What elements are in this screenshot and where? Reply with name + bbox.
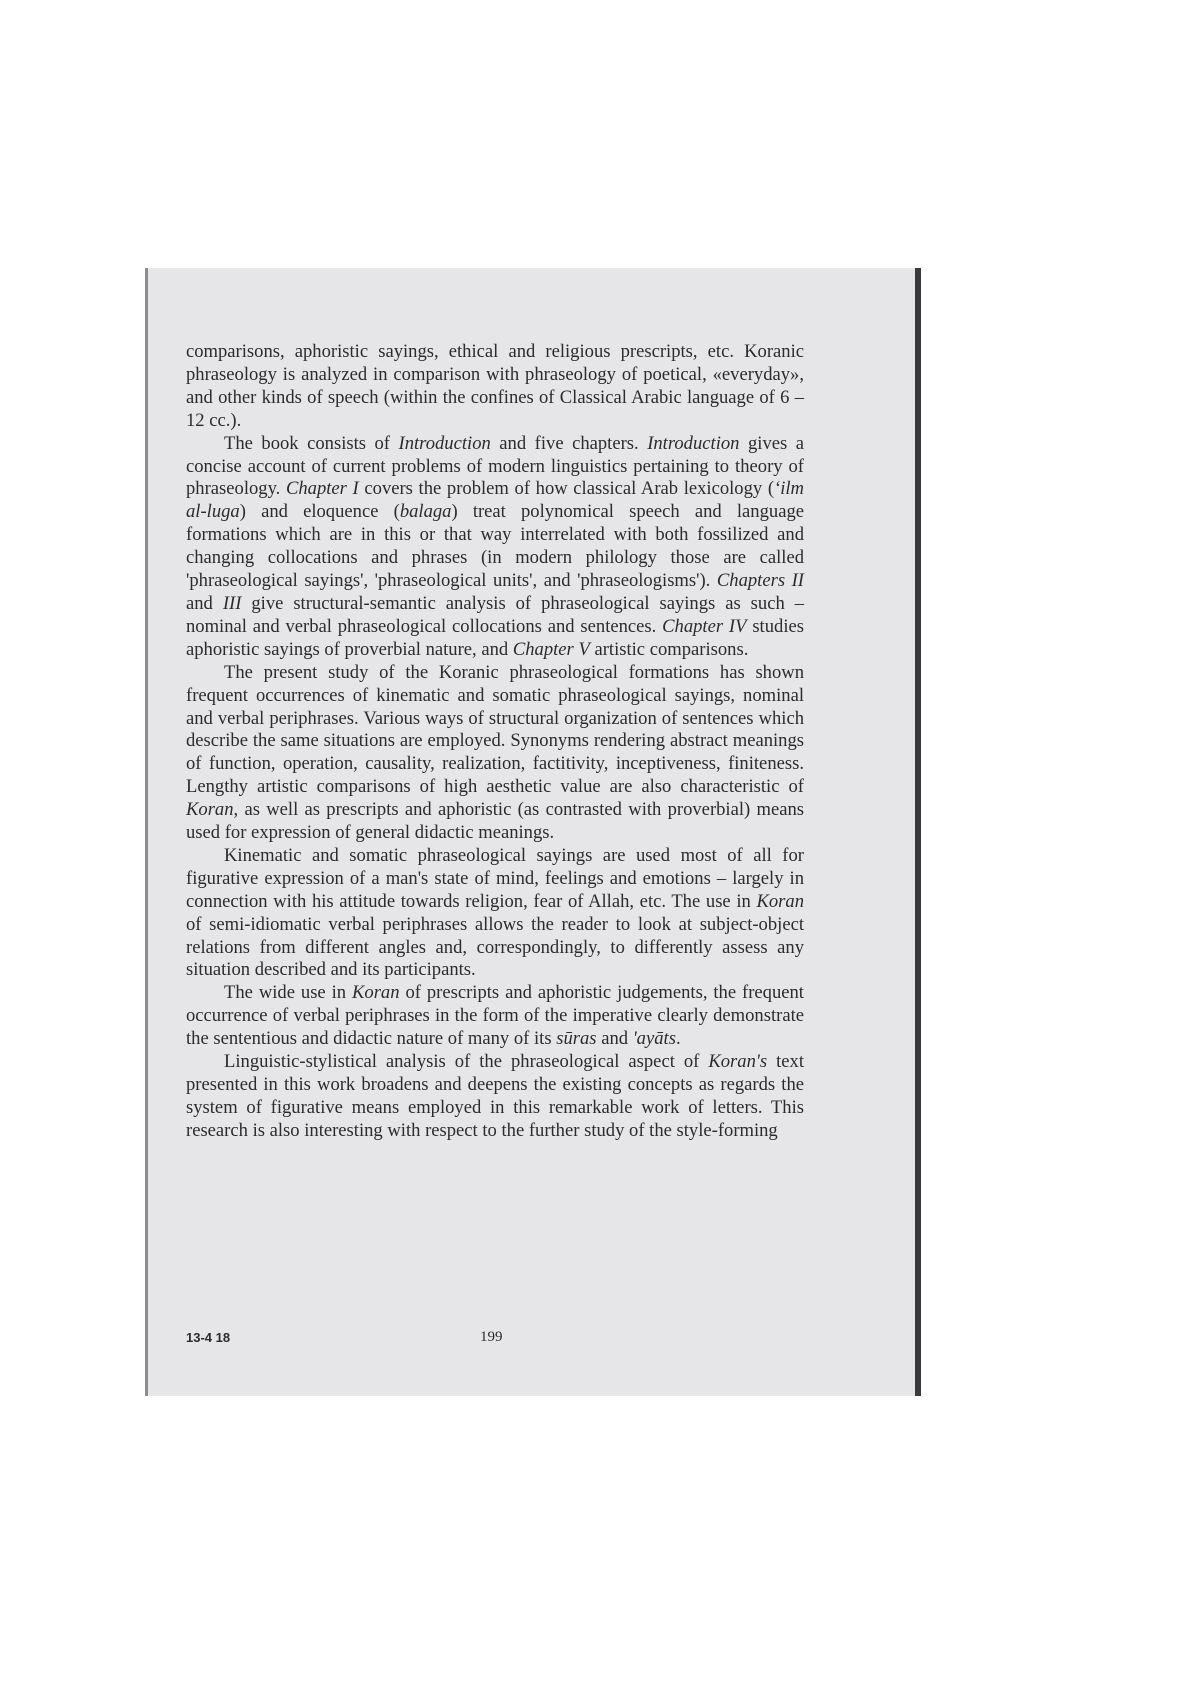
paragraph-3	[186, 662, 804, 845]
italic-text: sūras	[556, 1028, 597, 1050]
text-run: , as well as prescripts and aphoristic (as contrasted with proverbial) means used for expression of general didactic meanings.	[186, 799, 804, 844]
text-run: gives a concise account of current problems of modern linguistics pertaining to theory of phraseology.	[186, 432, 804, 500]
italic-text: III	[222, 592, 242, 614]
italic-text: Koran	[352, 982, 400, 1004]
page-number: 199	[480, 1329, 503, 1345]
italic-text: Koran	[756, 890, 804, 912]
text-run: The present study of the Koranic phraseological formations has shown frequent occurrences of kinematic and somatic phraseological sayings, nominal and verbal periphrases. Various ways of structural organization of sentences which describe the same situations are employed. Synonyms rendering abstract meanings of function, operation, causality, realization, factitivity, inceptiveness, finiteness. Lengthy artistic comparisons of high aesthetic value are also characteristic of	[186, 661, 804, 798]
text-run: give structural-semantic analysis of phraseological sayings as such – nominal and verbal phraseological collocations and sentences.	[186, 592, 804, 637]
paragraph-2	[186, 433, 804, 662]
italic-text: Chapter IV	[662, 615, 747, 637]
italic-text: Koran	[186, 799, 234, 821]
text-run: The wide use in	[224, 982, 352, 1004]
text-run: of prescripts and aphoristic judgements, the frequent occurrence of verbal periphrases in the form of the imperative clearly demonstrate the sententious and didactic nature of many of its	[186, 982, 804, 1050]
text-run: .	[675, 1028, 681, 1050]
italic-text: Introduction	[647, 432, 740, 454]
text-run: Linguistic-stylistical analysis of the phraseological aspect of	[224, 1051, 709, 1073]
italic-text: Introduction	[398, 432, 491, 454]
italic-text: ‘ilm al-luga	[186, 478, 804, 523]
paragraph-6	[186, 1051, 804, 1143]
text-run: The book consists of	[224, 432, 399, 454]
text-run: comparisons, aphoristic sayings, ethical and religious prescripts, etc. Koranic phraseology is analyzed in comparison with phraseology of poetical, «everyday», and other kinds of speech (within the confines of Classical Arabic language of 6 – 12 cc.).	[186, 341, 804, 431]
paragraph-1	[186, 341, 804, 433]
italic-text: Chapter I	[285, 478, 359, 500]
text-run: covers the problem of how classical Arab lexicology (	[358, 478, 775, 500]
text-run: of semi-idiomatic verbal periphrases allows the reader to look at subject-object relations from different angles and, correspondingly, to differently assess any situation described and its participants.	[186, 913, 804, 981]
text-run: and	[186, 592, 223, 614]
text-run: and	[596, 1028, 633, 1050]
body-text	[186, 341, 804, 1143]
text-run: ) and eloquence (	[239, 501, 400, 523]
text-run: text presented in this work broadens and deepens the existing concepts as regards the system of figurative means employed in this remarkable work of letters. This research is also interesting with respect to the further study of the style-forming	[186, 1051, 804, 1141]
text-run: studies aphoristic sayings of proverbial nature, and	[186, 615, 804, 660]
italic-text: balaga	[399, 501, 452, 523]
italic-text: Chapters II	[716, 570, 804, 592]
italic-text: Koran's	[708, 1051, 768, 1073]
italic-text: Chapter V	[512, 638, 590, 660]
book-page	[145, 268, 921, 1396]
italic-text: 'ayāts	[632, 1028, 676, 1050]
paragraph-4	[186, 845, 804, 982]
paragraph-5	[186, 982, 804, 1051]
text-run: ) treat polynomical speech and language formations which are in this or that way interrelated with both fossilized and changing collocations and phrases (in modern philology those are called 'phraseological sayings', 'phraseological units', and 'phraseologisms').	[186, 501, 804, 592]
text-run: and five chapters.	[490, 432, 648, 454]
text-run: Kinematic and somatic phraseological sayings are used most of all for figurative expression of a man's state of mind, feelings and emotions – largely in connection with his attitude towards religion, fear of Allah, etc. The use in	[186, 844, 804, 912]
signature-mark: 13-4 18	[186, 1330, 231, 1345]
text-run: artistic comparisons.	[589, 638, 749, 660]
